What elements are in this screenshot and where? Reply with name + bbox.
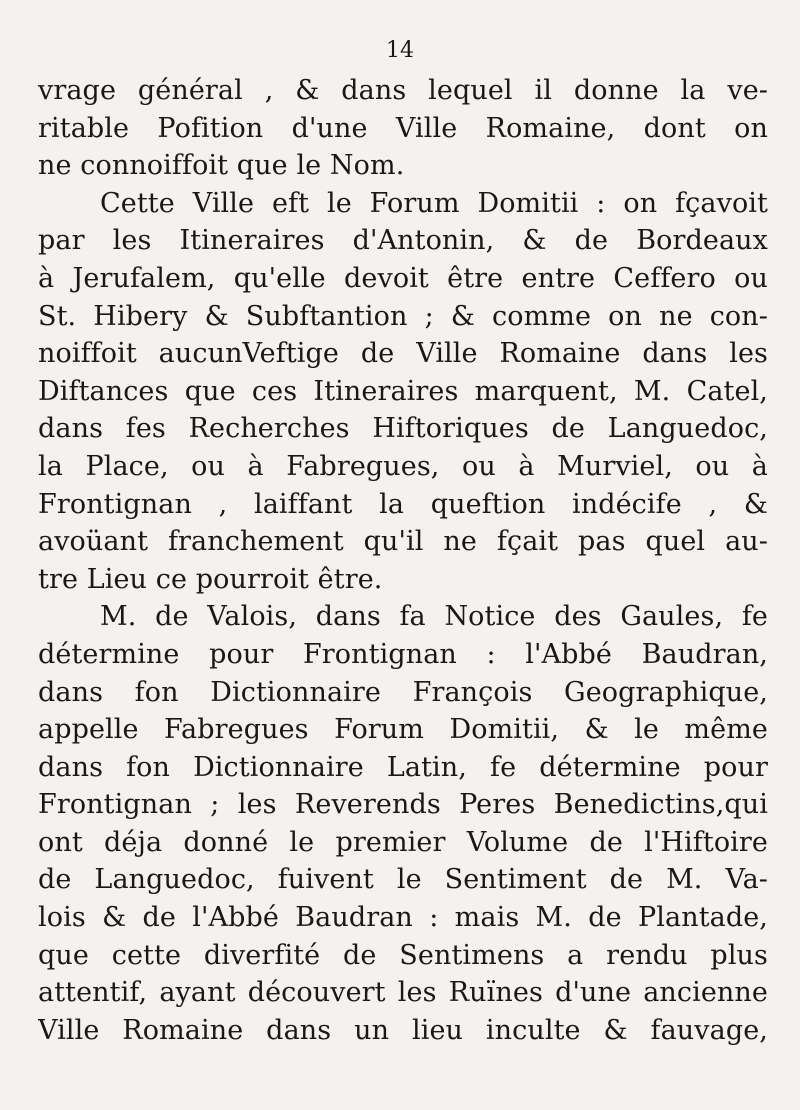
text-line: détermine pour Frontignan : l'Abbé Baudran,	[38, 638, 768, 670]
text-line: de Languedoc, fuivent le Sentiment de M. Va-	[38, 864, 768, 896]
text-line: dans fon Dictionnaire François Geographique,	[38, 676, 768, 708]
text-line: dans fes Recherches Hiftoriques de Languedoc,	[38, 413, 768, 445]
text-line: ont déja donné le premier Volume de l'Hiftoire	[38, 826, 768, 858]
text-line: avoüant franchement qu'il ne fçait pas quel au-	[38, 526, 768, 558]
text-line: noiffoit aucunVeftige de Ville Romaine dans les	[38, 338, 768, 370]
text-line: à Jerufalem, qu'elle devoit être entre Ceffero ou	[38, 262, 768, 294]
text-line: Frontignan , laiffant la queftion indécife , &	[38, 488, 768, 520]
text-line: ne connoiffoit que le Nom.	[38, 150, 405, 182]
text-line: Cette Ville eft le Forum Domitii : on fçavoit	[100, 187, 768, 219]
text-line: dans fon Dictionnaire Latin, fe détermine pour	[38, 751, 768, 783]
text-line: lois & de l'Abbé Baudran : mais M. de Plantade,	[38, 902, 768, 934]
text-line: vrage général , & dans lequel il donne la ve-	[38, 75, 768, 106]
text-line: attentif, ayant découvert les Ruïnes d'une ancienne	[38, 977, 768, 1009]
text-line: appelle Fabregues Forum Domitii, & le même	[38, 714, 768, 746]
text-line: la Place, ou à Fabregues, ou à Murviel, ou à	[38, 450, 768, 482]
text-line: ritable Pofition d'une Ville Romaine, dont on	[38, 112, 768, 144]
text-line: St. Hibery & Subftantion ; & comme on ne con-	[38, 300, 768, 332]
text-line: Frontignan ; les Reverends Peres Benedictins,qui	[38, 789, 768, 821]
text-line: M. de Valois, dans fa Notice des Gaules, fe	[100, 601, 768, 633]
text-line: tre Lieu ce pourroit être.	[38, 563, 383, 595]
text-line: Ville Romaine dans un lieu inculte & fauvage,	[38, 1014, 768, 1046]
text-line: par les Itineraires d'Antonin, & de Bordeaux	[38, 225, 768, 257]
text-line: que cette diverfité de Sentimens a rendu plus	[38, 939, 768, 971]
text-line: Diftances que ces Itineraires marquent, M. Catel,	[38, 375, 768, 407]
page-number: 14	[386, 38, 414, 63]
body-text	[38, 72, 768, 1049]
